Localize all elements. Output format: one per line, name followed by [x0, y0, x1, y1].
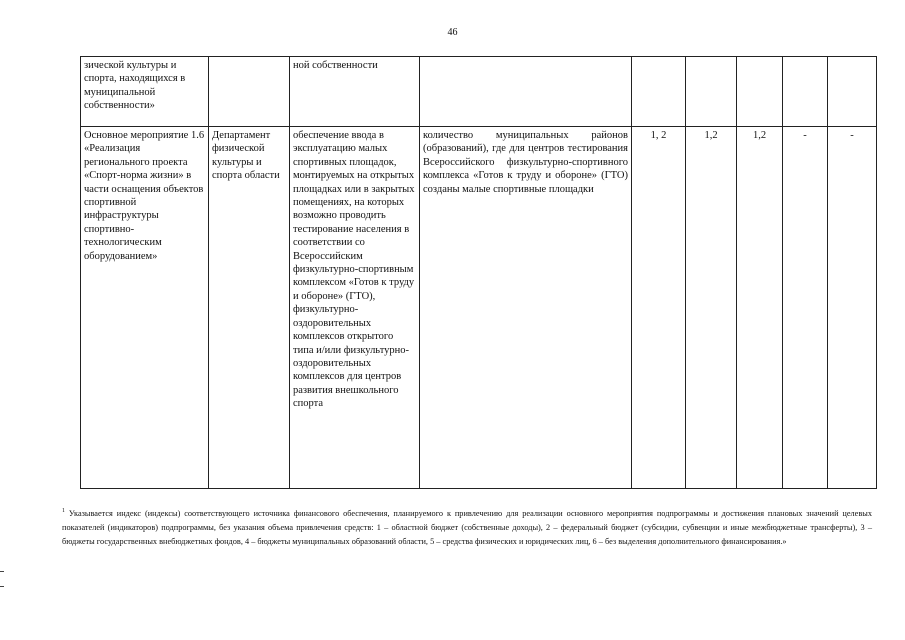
cell-executor: [209, 57, 290, 127]
page-number: 46: [447, 27, 458, 38]
cell-indicator: количество муниципальных районов (образований), где для центров тестирования Всероссийского физкультурно-спортивного комплекса «Готов к труду и обороне» (ГТО) созданы малые спортивные площадки: [420, 127, 632, 489]
cell-description: обеспечение ввода в эксплуатацию малых спортивных площадок, монтируемых на открытых площадках или в закрытых помещениях, на которых возможно проводить тестирование населения в соответствии со Всероссийским физкультурно-спортивным комплексом «Готов к труду и обороне» (ГТО), физкультурно-оздоровительных комплексов открытого типа и/или физкультурно-оздоровительных комплексов для центров развития внешкольного спорта: [290, 127, 420, 489]
cell-value-3: [737, 57, 783, 127]
table-row-continued: [81, 57, 877, 127]
cell-value-4: -: [783, 127, 828, 489]
footnote: [62, 504, 872, 549]
footnote-text: Указывается индекс (индексы) соответствующего источника финансового обеспечения, планируемого к привлечению для реализации основного мероприятия подпрограммы и достижения плановых значений целевых показателей (индикаторов) подпрограммы, без указания объема привлечения средств: 1 – областной бюджет (собственные доходы), 2 – федеральный бюджет (субсидии, субвенции и иные межбюджетные трансферты), 3 – бюджеты государственных внебюджетных фондов, 4 – бюджеты муниципальных образований области, 5 – средства физических и юридических лиц, 6 – без выделения дополнительного финансирования.»: [62, 509, 872, 546]
cell-measure-name: Основное мероприятие 1.6 «Реализация регионального проекта «Спорт-норма жизни» в части оснащения объектов спортивной инфраструктуры спортивно-технологическим оборудованием»: [81, 127, 209, 489]
cell-value-2: [686, 57, 737, 127]
table-row-main: [81, 127, 877, 489]
cell-value-4: [783, 57, 828, 127]
cell-value-2: 1,2: [686, 127, 737, 489]
cell-value-1: [632, 57, 686, 127]
cell-indicator: [420, 57, 632, 127]
cell-executor: Департамент физической культуры и спорта области: [209, 127, 290, 489]
margin-mark: [0, 571, 4, 572]
cell-description: ной собственности: [290, 57, 420, 127]
cell-value-5: [828, 57, 877, 127]
margin-mark: [0, 586, 4, 587]
cell-measure-name: зической культуры и спорта, находящихся в муниципальной собственности»: [81, 57, 209, 127]
footnote-marker: 1: [62, 508, 65, 514]
cell-value-3: 1,2: [737, 127, 783, 489]
cell-value-1: 1, 2: [632, 127, 686, 489]
program-table: [80, 56, 877, 489]
cell-value-5: -: [828, 127, 877, 489]
